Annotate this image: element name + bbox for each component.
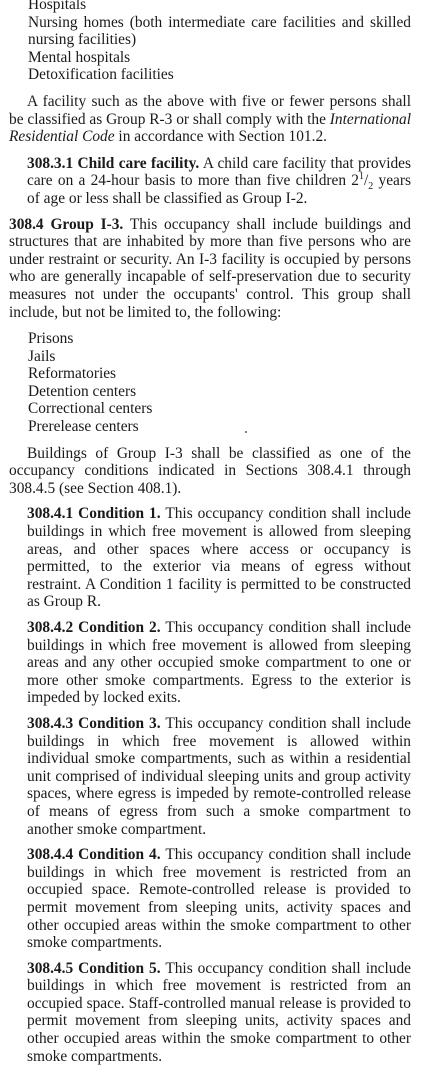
text: This occupancy condition shall include buildings in which free movement is allowed within individual smoke compartments, such as within a residential unit comprised of individual sleeping units and group activity spaces, where egress is impeded by remote-controlled release of means of egress from such a smoke compartment to another smoke compartment. bbox=[27, 714, 411, 838]
text: This occupancy condition shall include buildings in which free movement is allowed from sleeping areas and any other occupied smoke compartment to one or more other smoke compartments. Egress to the exterior is impeded by locked exits. bbox=[27, 619, 411, 707]
text: A child care facility that provides care on a 24-hour basis to more than five children 2 bbox=[27, 154, 412, 190]
section-heading: 308.4.2 Condition 2. bbox=[27, 619, 161, 636]
list-item: Correctional centers bbox=[28, 400, 153, 418]
section-308-4-2 bbox=[0, 619, 424, 707]
list-item: Prerelease centers bbox=[28, 418, 139, 436]
text: in accordance with Section 101.2. bbox=[114, 128, 327, 146]
italic-code-title: International Residential Code bbox=[9, 110, 411, 146]
text: This occupancy condition shall include buildings in which free movement is allowed from sleeping areas, and other spaces where access or occupancy is permitted, to the exterior via means of egress without restraint. A Condition 1 facility is permitted to be constructed as Group R. bbox=[27, 505, 411, 611]
list-item: Reformatories bbox=[28, 365, 117, 383]
text: This occupancy condition shall include buildings in which free movement is restricted from an occupied space. Remote-controlled release is provided to permit movement from sleeping units, activity spaces and other occupied areas within the smoke compartment to other smoke compartments. bbox=[27, 846, 411, 952]
list-item: Prisons bbox=[28, 330, 74, 348]
list-item: Detoxification facilities bbox=[28, 66, 174, 84]
list-item: Detention centers bbox=[28, 382, 137, 400]
section-308-4 bbox=[0, 216, 424, 322]
facility-list bbox=[0, 0, 424, 84]
speck-mark bbox=[245, 431, 247, 433]
section-308-4-4 bbox=[0, 846, 424, 952]
section-heading: 308.4.4 Condition 4. bbox=[27, 846, 161, 864]
section-308-4-5 bbox=[0, 960, 424, 1066]
list-item: Hospitals bbox=[28, 0, 87, 13]
text: This occupancy shall include buildings and structures that are inhabited by more than five persons who are under restraint or security. An I-3 facility is occupied by persons who are generally incapable of self-preservation due to security measures not under the occupants' control. This group shall include, but not be limited to, the following: bbox=[9, 215, 411, 321]
section-heading: 308.4.1 Condition 1. bbox=[27, 505, 161, 523]
i3-facility-list bbox=[0, 330, 424, 436]
section-heading: 308.4.5 Condition 5. bbox=[27, 959, 161, 977]
section-heading: 308.4.3 Condition 3. bbox=[27, 714, 161, 732]
section-heading: 308.4 Group I-3. bbox=[9, 215, 124, 233]
section-308-3-1 bbox=[0, 155, 424, 208]
fraction-numerator: 1 bbox=[359, 171, 364, 183]
paragraph-r3 bbox=[0, 93, 424, 146]
list-item: Jails bbox=[28, 347, 56, 365]
fraction: $^1/_2$ bbox=[359, 171, 374, 193]
paragraph-i3-conditions: Buildings of Group I-3 shall be classified as one of the occupancy conditions indicated in Sections 308.4.1 through 308.4.5 (see Section 408.1). bbox=[9, 444, 411, 497]
text: A facility such as the above with five or fewer persons shall be classified as Group R-3 or shall comply with the bbox=[9, 92, 411, 128]
list-item: Mental hospitals bbox=[28, 48, 131, 66]
section-308-4-1 bbox=[0, 505, 424, 611]
list-item: Nursing homes (both intermediate care facilities and skilled nursing facilities) bbox=[28, 13, 411, 49]
text: This occupancy condition shall include buildings in which free movement is restricted from an occupied space. Staff-controlled manual release is provided to permit movement from sleeping units, activity spaces and other occupied areas within the smoke compartment to other smoke compartments. bbox=[27, 959, 411, 1065]
fraction-denominator: 2 bbox=[368, 181, 374, 193]
section-heading: 308.3.1 Child care facility. bbox=[27, 154, 200, 172]
section-308-4-3 bbox=[0, 715, 424, 838]
text: years of age or less shall be classified as Group I-2. bbox=[27, 172, 412, 207]
